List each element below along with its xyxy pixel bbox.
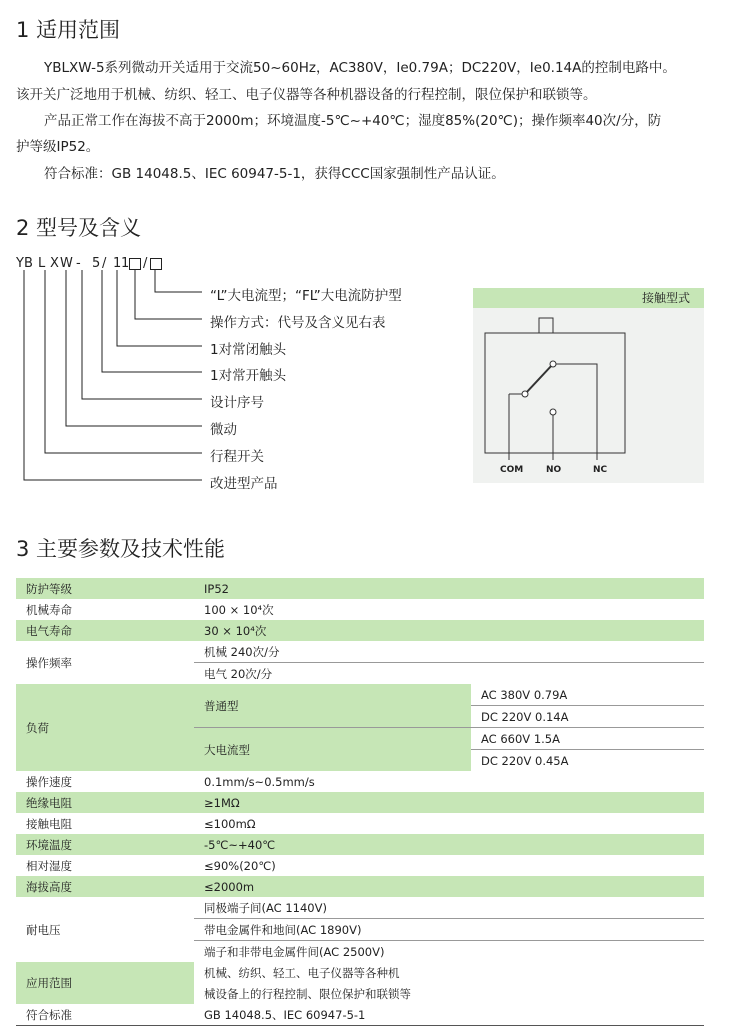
row-key: 操作频率 <box>26 655 72 670</box>
section-1-line-3: 产品正常工作在海拔不高于2000m；环境温度-5℃~+40℃；湿度85%(20℃)；操作频率40次/分，防 <box>44 113 662 129</box>
load-normal: 普通型 <box>194 684 471 728</box>
section-1-line-5: 符合标准：GB 14048.5、IEC 60947-5-1，获得CCC国家强制性产品认证。 <box>44 166 505 182</box>
table-row <box>16 578 704 599</box>
table-row <box>16 599 704 620</box>
row-value: ≤100mΩ <box>204 816 256 831</box>
row-value: 机械、纺织、轻工、电子仪器等各种机 <box>204 965 400 980</box>
table-row <box>16 855 704 876</box>
contact-type-box <box>473 288 704 483</box>
row-value: 同极端子间(AC 1140V) <box>194 897 704 919</box>
table-row <box>16 1004 704 1026</box>
row-value: 30 × 10⁴次 <box>194 620 704 641</box>
table-row <box>16 684 704 706</box>
row-value: 电气 20次/分 <box>204 666 273 681</box>
spec-table <box>16 578 704 1026</box>
table-row <box>16 834 704 855</box>
section-1-title: 1 适用范围 <box>16 18 121 42</box>
terminal-com: COM <box>500 465 524 475</box>
code-label-design: 设计序号 <box>210 395 264 411</box>
code-dash: - <box>76 256 81 271</box>
row-key: 防护等级 <box>16 578 194 599</box>
code-label-nc: 1对常闭触头 <box>210 342 287 358</box>
row-key: 机械寿命 <box>26 602 72 617</box>
section-1-line-2: 该开关广泛地用于机械、纺织、轻工、电子仪器等各种机器设备的行程控制，限位保护和联锁等。 <box>16 87 597 103</box>
row-key: 接触电阻 <box>26 816 72 831</box>
code-x: X <box>50 256 59 271</box>
row-value: AC 380V 0.79A <box>471 684 704 706</box>
table-row <box>16 897 704 919</box>
section-1-line-1: YBLXW-5系列微动开关适用于交流50~60Hz，AC380V，Ie0.79A；DC220V，Ie0.14A的控制电路中。 <box>44 60 676 76</box>
load-high: 大电流型 <box>194 728 471 772</box>
code-l: L <box>38 256 46 271</box>
row-value: 0.1mm/s~0.5mm/s <box>204 774 315 789</box>
code-1b: 1 <box>121 256 130 271</box>
section-2-title: 2 型号及含义 <box>16 216 142 240</box>
code-label-current: “L”大电流型；“FL”大电流防护型 <box>210 288 402 304</box>
row-value: DC 220V 0.45A <box>481 753 569 768</box>
table-row <box>16 620 704 641</box>
code-slash: / <box>102 256 107 271</box>
row-value: 100 × 10⁴次 <box>204 602 274 617</box>
terminal-nc: NC <box>593 465 608 475</box>
table-row <box>16 771 704 792</box>
row-key: 符合标准 <box>16 1004 194 1026</box>
terminal-no: NO <box>546 465 562 475</box>
code-label-operation: 操作方式：代号及含义见右表 <box>210 315 386 331</box>
row-value: 机械 240次/分 <box>194 641 704 663</box>
row-value: ≤90%(20℃) <box>204 858 276 873</box>
code-label-no: 1对常开触头 <box>210 368 287 384</box>
table-row <box>16 813 704 834</box>
table-row <box>16 876 704 897</box>
code-yb: YB <box>16 256 33 271</box>
row-key: 绝缘电阻 <box>16 792 194 813</box>
row-key: 耐电压 <box>26 922 61 937</box>
contact-diagram <box>473 288 704 483</box>
row-value: ≥1MΩ <box>194 792 704 813</box>
contact-type-title: 接触型式 <box>641 291 690 305</box>
row-value: 端子和非带电金属件间(AC 2500V) <box>204 944 385 959</box>
code-label-micro: 微动 <box>210 422 237 438</box>
row-key: 操作速度 <box>26 774 72 789</box>
table-row <box>16 962 704 983</box>
section-1-line-4: 护等级IP52。 <box>16 139 100 155</box>
code-slash-2: / <box>143 256 148 271</box>
row-key: 海拔高度 <box>16 876 194 897</box>
row-value: -5℃~+40℃ <box>194 834 704 855</box>
code-5: 5 <box>92 256 101 271</box>
row-value: IP52 <box>194 578 704 599</box>
row-value: 带电金属件和地间(AC 1890V) <box>194 919 704 941</box>
table-row <box>16 792 704 813</box>
code-1a: 1 <box>113 256 122 271</box>
row-value: AC 660V 1.5A <box>471 728 704 750</box>
row-value: DC 220V 0.14A <box>471 706 704 728</box>
code-label-improved: 改进型产品 <box>210 476 278 492</box>
section-3-title: 3 主要参数及技术性能 <box>16 537 226 561</box>
row-key: 应用范围 <box>16 962 194 1004</box>
row-key: 负荷 <box>16 684 194 771</box>
row-key: 环境温度 <box>16 834 194 855</box>
row-key: 相对湿度 <box>26 858 72 873</box>
code-label-travel: 行程开关 <box>210 449 264 465</box>
table-row <box>16 641 704 663</box>
row-value: ≤2000m <box>194 876 704 897</box>
code-w: W <box>60 256 73 271</box>
row-key: 电气寿命 <box>16 620 194 641</box>
row-value: GB 14048.5、IEC 60947-5-1 <box>194 1004 704 1026</box>
row-value: 械设备上的行程控制、限位保护和联锁等 <box>204 986 411 1001</box>
